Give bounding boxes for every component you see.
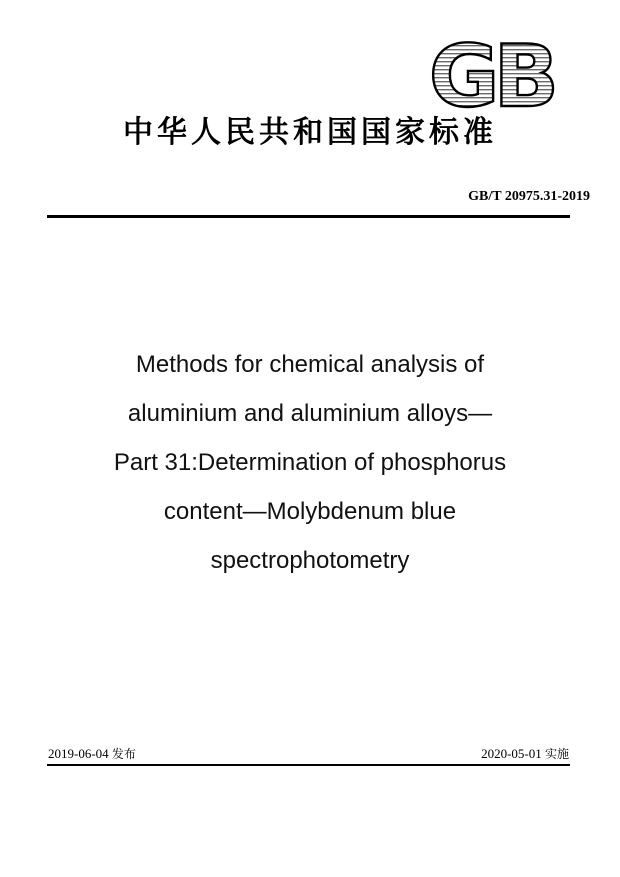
bottom-divider bbox=[47, 764, 570, 766]
gb-logo bbox=[425, 37, 561, 115]
issue-label: 发布 bbox=[111, 747, 136, 761]
top-divider bbox=[47, 215, 570, 218]
title-line: spectrophotometry bbox=[210, 547, 410, 574]
issue-date: 2019-06-04 bbox=[48, 746, 109, 761]
org-title: 中华人民共和国国家标准 bbox=[123, 115, 497, 150]
implement-label: 实施 bbox=[544, 747, 569, 761]
implement-date-block bbox=[481, 744, 569, 764]
date-row bbox=[48, 744, 569, 764]
standard-number: GB/T 20975.31-2019 bbox=[468, 189, 590, 204]
title-line: Part 31:Determination of phosphorus bbox=[113, 449, 507, 476]
issue-date-block bbox=[48, 744, 136, 764]
implement-date: 2020-05-01 bbox=[481, 746, 542, 761]
document-title bbox=[40, 340, 580, 585]
gb-logo-letters: GB bbox=[428, 37, 554, 115]
title-line: aluminium and aluminium alloys— bbox=[127, 400, 493, 427]
title-line: Methods for chemical analysis of bbox=[135, 351, 485, 378]
title-line: content—Molybdenum blue bbox=[163, 498, 457, 525]
